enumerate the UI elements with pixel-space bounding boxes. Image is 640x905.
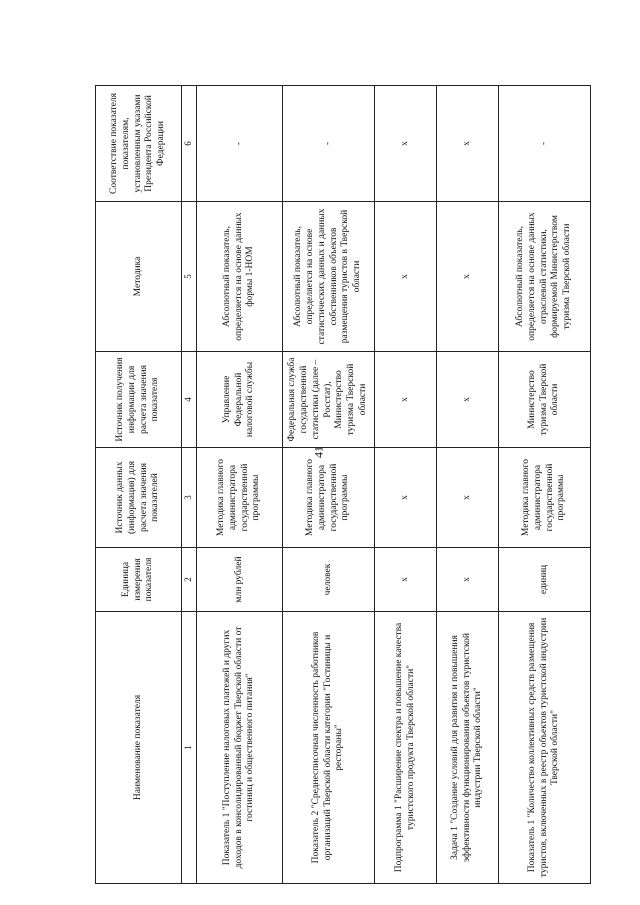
column-header: Единица измерения показателя [96,548,182,612]
table-cell-source-data: Методика главного администратора государственной программы [283,448,375,548]
table-cell-method: Абсолютный показатель, определяется на основе данных отраслевой статистики, формируемой Министерством туризма Тверской области [499,202,591,352]
column-number: 1 [182,612,197,884]
table-cell-source-data: х [375,448,437,548]
page-number: 41 [311,446,326,458]
table-cell-compliance: - [499,86,591,202]
table-cell-source-info: х [437,352,499,448]
table-cell-unit: человек [283,548,375,612]
table-row [499,86,591,884]
table-cell-name: Подпрограмма 1 "Расширение спектра и повышение качества туристского продукта Тверской области" [375,612,437,884]
table-cell-method: х [437,202,499,352]
table-cell-source-info: Федеральная служба государственной статистики (далее – Росстат), Министерство туризма Тверской области [283,352,375,448]
column-header: Методика [96,202,182,352]
table-cell-unit: х [375,548,437,612]
column-number: 4 [182,352,197,448]
table-cell-source-info: Министерство туризма Тверской области [499,352,591,448]
table-cell-compliance: х [437,86,499,202]
table-cell-name: Показатель 2 "Среднесписочная численность работников организаций Тверской области категории "Гостиницы и рестораны" [283,612,375,884]
table-cell-source-info: х [375,352,437,448]
table-cell-compliance: - [283,86,375,202]
rotated-table-container [95,86,573,884]
table-cell-name: Задача 1 "Создание условий для развития и повышения эффективности функционирования объектов туристской индустрии Тверской области" [437,612,499,884]
table-cell-unit: млн рублей [197,548,283,612]
table-cell-unit: х [437,548,499,612]
header-row [96,86,182,884]
column-number: 2 [182,548,197,612]
column-number: 3 [182,448,197,548]
indicators-table [95,85,591,884]
table-cell-unit: единиц [499,548,591,612]
table-cell-name: Показатель 1 "Количество коллективных средств размещения туристов, включенных в реестр объектов туристской индустрии Тверской области" [499,612,591,884]
column-header: Соответствие показателя показателям, установленным указами Президента Российской Федерации [96,86,182,202]
table-row [283,86,375,884]
table-cell-source-data: х [437,448,499,548]
table-cell-source-data: Методика главного администратора государственной программы [197,448,283,548]
table-cell-method: х [375,202,437,352]
column-header: Наименование показателя [96,612,182,884]
table-cell-source-data: Методика главного администратора государственной программы [499,448,591,548]
column-header: Источник данных (информация) для расчета значения показателей [96,448,182,548]
table-cell-method: Абсолютный показатель, определяется на основе данных формы 1-НОМ [197,202,283,352]
table-cell-method: Абсолютный показатель, определяется на основе статистических данных и данных собственников объектов размещения туристов в Тверской области [283,202,375,352]
table-cell-name: Показатель 1 "Поступление налоговых платежей и других доходов в консолидированный бюджет Тверской области от гостиниц и общественного питания" [197,612,283,884]
column-number: 6 [182,86,197,202]
table-cell-compliance: х [375,86,437,202]
table-row [375,86,437,884]
column-number: 5 [182,202,197,352]
column-number-row [182,86,197,884]
table-cell-source-info: Управление Федеральной налоговой службы [197,352,283,448]
table-row [437,86,499,884]
column-header: Источник получения информации для расчета значения показателя [96,352,182,448]
table-cell-compliance: - [197,86,283,202]
table-row [197,86,283,884]
